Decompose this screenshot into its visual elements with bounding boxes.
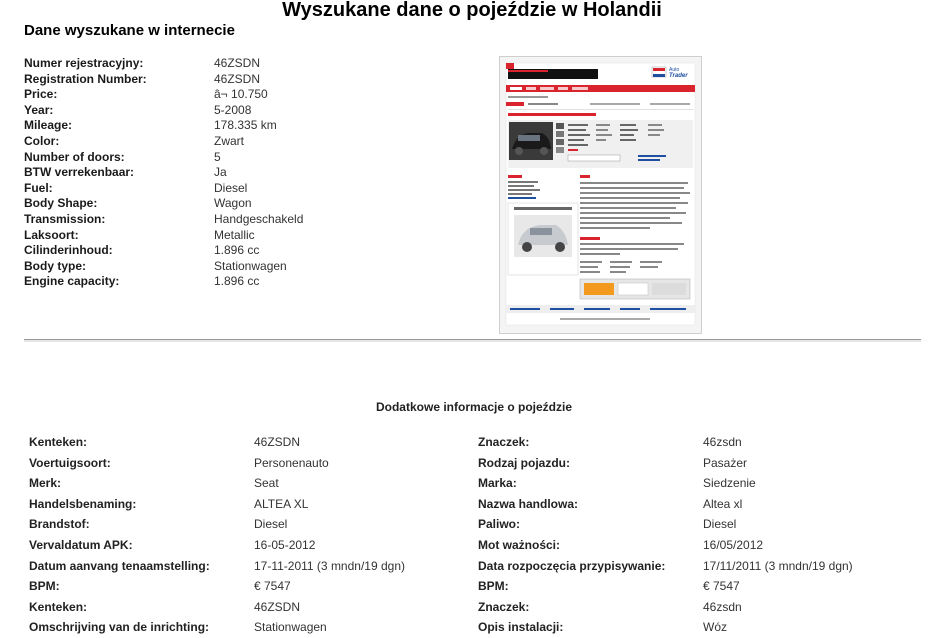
table-row: [29, 453, 909, 474]
spec-row: [24, 118, 303, 134]
pl-label: BPM:: [478, 579, 509, 594]
spec-value: 1.896 cc: [214, 243, 260, 258]
spec-label: BTW verrekenbaar:: [24, 165, 135, 180]
nl-value: Personenauto: [254, 455, 329, 470]
spec-row: [24, 212, 303, 228]
table-row: [29, 597, 909, 618]
spec-value: Ja: [214, 165, 227, 180]
table-row: [29, 494, 909, 515]
section-subtitle: Dane wyszukane w internecie: [24, 22, 235, 39]
page-title: Wyszukane dane o pojeździe w Holandii: [282, 0, 662, 21]
pl-value: 16/05/2012: [703, 537, 764, 552]
nl-label: Vervaldatum APK:: [29, 537, 133, 552]
spec-label: Engine capacity:: [24, 274, 120, 289]
nl-label: Brandstof:: [29, 517, 90, 532]
nl-label: Datum aanvang tenaamstelling:: [29, 558, 210, 573]
spec-value: Metallic: [214, 227, 255, 242]
table-row: [29, 514, 909, 535]
nl-label: BPM:: [29, 579, 60, 594]
spec-label: Transmission:: [24, 211, 106, 226]
spec-label: Body type:: [24, 258, 87, 273]
spec-label: Price:: [24, 87, 58, 102]
spec-row: [24, 56, 303, 72]
table-row: [29, 535, 909, 556]
pl-value: 46zsdn: [703, 435, 742, 449]
autotrader-logo-line1: Auto: [669, 67, 680, 73]
nl-value: € 7547: [254, 579, 291, 594]
spec-value: Wagon: [214, 196, 252, 211]
table-row: [29, 576, 909, 597]
table-row: [29, 473, 909, 494]
nl-value: 46ZSDN: [254, 435, 301, 449]
pl-label: Nazwa handlowa:: [478, 496, 579, 511]
pl-label: Data rozpoczęcia przypisywanie:: [478, 558, 666, 573]
spec-value: 1.896 cc: [214, 274, 260, 289]
pl-value: Diesel: [703, 517, 737, 532]
spec-row: [24, 228, 303, 244]
spec-row: [24, 274, 303, 290]
pl-value: Wóz: [703, 620, 727, 635]
spec-label: Number of doors:: [24, 149, 125, 164]
spec-value: â¬ 10.750: [214, 87, 268, 102]
spec-value: 46ZSDN: [214, 56, 261, 70]
spec-row: [24, 259, 303, 275]
spec-label: Mileage:: [24, 118, 73, 133]
additional-info-table: [29, 432, 909, 638]
nl-value: ALTEA XL: [254, 496, 309, 511]
nl-value: Diesel: [254, 517, 288, 532]
spec-value: Diesel: [214, 180, 248, 195]
spec-value: 46ZSDN: [214, 71, 261, 86]
spec-value: Zwart: [214, 133, 244, 148]
pl-label: Marka:: [478, 476, 517, 491]
spec-label: Laksoort:: [24, 227, 79, 242]
nl-label: Handelsbenaming:: [29, 496, 137, 511]
spec-value: 5: [214, 149, 221, 164]
spec-value: Handgeschakeld: [214, 211, 304, 226]
spec-row: [24, 181, 303, 197]
spec-label: Fuel:: [24, 180, 53, 195]
nl-value: 17-11-2011 (3 mndn/19 dgn): [254, 558, 405, 573]
spec-row: [24, 72, 303, 88]
spec-label: Cilinderinhoud:: [24, 243, 113, 258]
table-row: [29, 617, 909, 638]
pl-value: Altea xl: [703, 496, 743, 511]
pl-label: Znaczek:: [478, 599, 530, 614]
spec-row: [24, 243, 303, 259]
vehicle-spec-list: [24, 56, 303, 290]
spec-row: [24, 165, 303, 181]
nl-value: 16-05-2012: [254, 537, 316, 552]
pl-label: Paliwo:: [478, 517, 521, 532]
nl-value: Seat: [254, 476, 279, 491]
pl-label: Mot ważności:: [478, 537, 561, 552]
pl-label: Opis instalacji:: [478, 620, 564, 635]
spec-label: Year:: [24, 102, 54, 117]
table-row: [29, 556, 909, 577]
listing-screenshot-image: [500, 57, 701, 333]
spec-row: [24, 134, 303, 150]
nl-value: 46ZSDN: [254, 599, 301, 614]
pl-value: 17/11/2011 (3 mndn/19 dgn): [703, 558, 853, 573]
pl-value: Pasażer: [703, 455, 748, 470]
additional-info-heading: Dodatkowe informacje o pojeździe: [375, 400, 573, 414]
listing-screenshot-thumbnail[interactable]: [499, 56, 702, 334]
spec-label: Color:: [24, 133, 60, 148]
spec-value: 5-2008: [214, 102, 252, 117]
spec-row: [24, 103, 303, 119]
spec-label: Registration Number:: [24, 71, 147, 86]
pl-value: Siedzenie: [703, 476, 756, 491]
section-divider: [24, 339, 921, 342]
table-row: [29, 432, 909, 453]
nl-label: Voertuigsoort:: [29, 455, 111, 470]
pl-value: 46zsdn: [703, 599, 742, 614]
spec-value: Stationwagen: [214, 258, 287, 273]
spec-value: 178.335 km: [214, 118, 277, 133]
nl-label: Kenteken:: [29, 435, 88, 449]
pl-label: Znaczek:: [478, 435, 530, 449]
spec-row: [24, 87, 303, 103]
pl-value: € 7547: [703, 579, 740, 594]
spec-row: [24, 196, 303, 212]
nl-label: Merk:: [29, 476, 62, 491]
spec-label: Numer rejestracyjny:: [24, 56, 144, 70]
spec-label: Body Shape:: [24, 196, 98, 211]
nl-label: Omschrijving van de inrichting:: [29, 620, 210, 635]
nl-value: Stationwagen: [254, 620, 327, 635]
pl-label: Rodzaj pojazdu:: [478, 455, 570, 470]
autotrader-logo-line2: Trader: [669, 73, 688, 79]
nl-label: Kenteken:: [29, 599, 88, 614]
spec-row: [24, 150, 303, 166]
